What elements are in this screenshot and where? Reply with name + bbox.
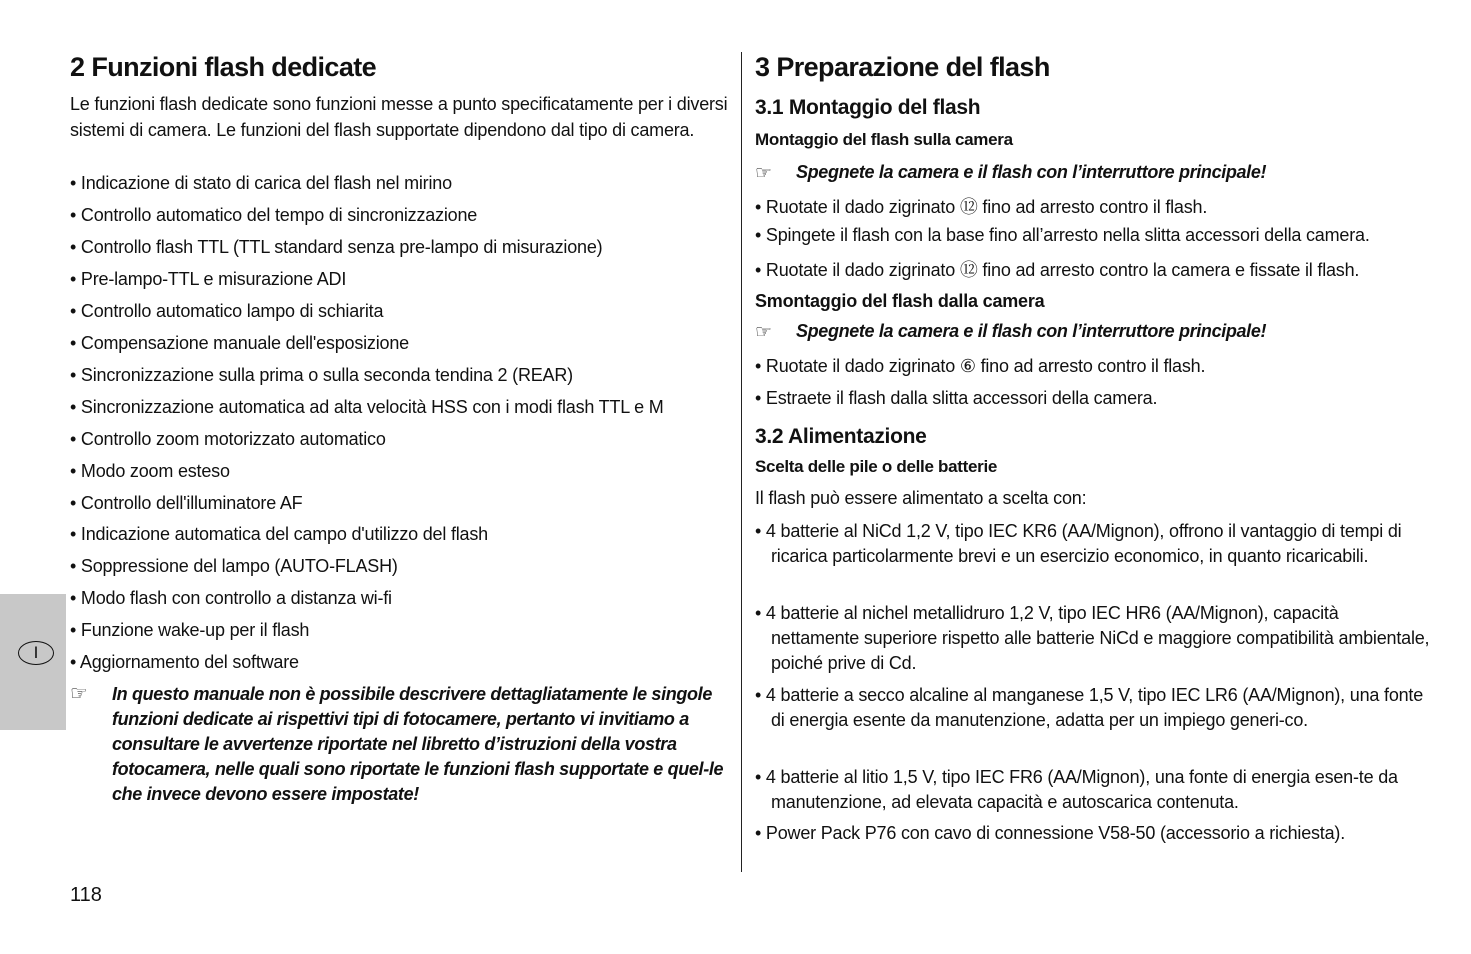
feature-list-item: • Aggiornamento del software — [70, 652, 299, 672]
feature-list-item: • Controllo automatico lampo di schiarita — [70, 301, 384, 321]
dismount-step: • Estraete il flash dalla slitta accessori della camera. — [755, 388, 1158, 408]
battery-option: • 4 batterie a secco alcaline al manganese 1,5 V, tipo IEC LR6 (AA/Mignon), una fonte di energia esente da manutenzione, adatta per un impiego generi-co. — [755, 685, 1424, 730]
mount-subheading: Montaggio del flash sulla camera — [755, 130, 1013, 149]
language-tab — [0, 594, 66, 730]
feature-list-item: • Pre-lampo-TTL e misurazione ADI — [70, 269, 347, 289]
battery-option: • Power Pack P76 con cavo di connessione V58-50 (accessorio a richiesta). — [755, 823, 1346, 843]
page-number: 118 — [70, 884, 102, 906]
section-3-heading: 3 Preparazione del flash — [755, 52, 1050, 82]
feature-list-item: • Controllo flash TTL (TTL standard senza pre-lampo di misurazione) — [70, 237, 603, 257]
note-text: In questo manuale non è possibile descrivere dettagliatamente le singole funzioni dedicate ai rispettivi tipi di fotocamere, pertanto vi invitiamo a consultare le avvertenze riportate nel libretto d’istruzioni della vostra fotocamera, nelle quali sono riportate le funzioni flash supportate e quel-le che invece devono essere impostate! — [112, 684, 724, 804]
mount-step: • Spingete il flash con la base fino all’arresto nella slitta accessori della camera. — [755, 225, 1370, 245]
battery-option: • 4 batterie al nichel metallidruro 1,2 V, tipo IEC HR6 (AA/Mignon), capacità nettamente superiore rispetto alle batterie NiCd e maggiore compatibilità ambientale, poiché prive di Cd. — [755, 603, 1430, 673]
pointing-hand-icon: ☞ — [70, 683, 88, 705]
power-intro: Il flash può essere alimentato a scelta con: — [755, 488, 1087, 508]
power-subheading: Scelta delle pile o delle batterie — [755, 457, 998, 476]
language-indicator: I — [18, 641, 54, 665]
dismount-step: • Ruotate il dado zigrinato ⑥ fino ad arresto contro il flash. — [755, 356, 1206, 376]
feature-list-item: • Funzione wake-up per il flash — [70, 620, 310, 640]
feature-list-item: • Indicazione di stato di carica del flash nel mirino — [70, 173, 452, 193]
feature-list-item: • Indicazione automatica del campo d'utilizzo del flash — [70, 524, 488, 544]
feature-list-item: • Sincronizzazione automatica ad alta velocità HSS con i modi flash TTL e M — [70, 397, 664, 417]
feature-list-item: • Soppressione del lampo (AUTO-FLASH) — [70, 556, 398, 576]
note-text: Spegnete la camera e il flash con l’interruttore principale! — [796, 321, 1267, 341]
feature-list-item: • Modo zoom esteso — [70, 461, 230, 481]
section-3-2-heading: 3.2 Alimentazione — [755, 425, 927, 448]
feature-list-item: • Modo flash con controllo a distanza wi-fi — [70, 588, 392, 608]
section-3-1-heading: 3.1 Montaggio del flash — [755, 96, 981, 119]
battery-option: • 4 batterie al NiCd 1,2 V, tipo IEC KR6 (AA/Mignon), offrono il vantaggio di tempi di ricarica particolarmente brevi e un esercizio economico, in quanto ricaricabili. — [755, 521, 1402, 566]
battery-option: • 4 batterie al litio 1,5 V, tipo IEC FR6 (AA/Mignon), una fonte di energia esen-te da manutenzione, ad elevata capacità e autoscarica contenuta. — [755, 767, 1398, 812]
feature-list-item: • Controllo zoom motorizzato automatico — [70, 429, 386, 449]
feature-list-item: • Compensazione manuale dell'esposizione — [70, 333, 409, 353]
dedicated-functions-note — [70, 682, 727, 807]
section-2-intro: Le funzioni flash dedicate sono funzioni messe a punto specificatamente per i diversi sistemi di camera. Le funzioni del flash supportate dipendono dal tipo di camera. — [70, 94, 728, 140]
feature-list-item: • Controllo dell'illuminatore AF — [70, 493, 303, 513]
pointing-hand-icon: ☞ — [755, 322, 772, 343]
mount-step: • Ruotate il dado zigrinato ⑫ fino ad arresto contro la camera e fissate il flash. — [755, 260, 1360, 280]
pointing-hand-icon: ☞ — [755, 163, 772, 184]
feature-list-item: • Controllo automatico del tempo di sincronizzazione — [70, 205, 478, 225]
dismount-subheading: Smontaggio del flash dalla camera — [755, 291, 1045, 311]
note-text: Spegnete la camera e il flash con l’interruttore principale! — [796, 162, 1267, 182]
feature-list-item: • Sincronizzazione sulla prima o sulla seconda tendina 2 (REAR) — [70, 365, 573, 385]
section-2-heading: 2 Funzioni flash dedicate — [70, 52, 377, 82]
column-divider — [741, 52, 742, 872]
mount-step: • Ruotate il dado zigrinato ⑫ fino ad arresto contro il flash. — [755, 197, 1208, 217]
